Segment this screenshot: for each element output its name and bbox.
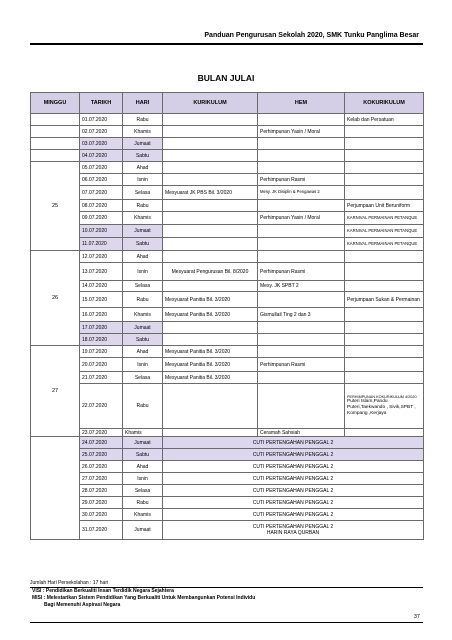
misi-text: MISI : Melestarikan Sistem Pendidikan Yang Berkualiti Untuk Membangunkan Potensi Individu xyxy=(32,595,256,601)
cell-holiday: CUTI PERTENGAHAN PENGGAL 2 xyxy=(163,473,424,485)
cell-tarikh: 14.07.2020 xyxy=(80,281,123,292)
table-row xyxy=(31,251,424,263)
cell-hem xyxy=(258,251,345,263)
page-header xyxy=(30,29,423,45)
cell-kurikulum xyxy=(163,281,258,292)
cell-tarikh: 16.07.2020 xyxy=(80,308,123,322)
cell-tarikh: 01.07.2020 xyxy=(80,114,123,126)
cell-hari: Jumaat xyxy=(123,322,163,334)
holiday-line-1: CUTI PERTENGAHAN PENGGAL 2 xyxy=(252,524,334,530)
cell-kokurikulum: Perjumpaan Unit Beruniform xyxy=(345,200,424,212)
table-row xyxy=(31,162,424,174)
week-number: 25 xyxy=(31,162,80,251)
cell-kurikulum xyxy=(163,138,258,150)
cell-hari: Ahad xyxy=(123,251,163,263)
misi-text-2: Bagi Memenuhi Aspirasi Negara xyxy=(44,602,121,608)
school-days-count: Jumlah Hari Persekolahan : 17 hari xyxy=(30,580,109,586)
table-row xyxy=(31,509,424,521)
schedule-table xyxy=(30,92,424,540)
table-row xyxy=(31,384,424,429)
cell-kurikulum: Mesyuarat Panitia Bil. 3/2020 xyxy=(163,292,258,308)
cell-hari: Jumaat xyxy=(123,521,163,540)
table-row xyxy=(31,126,424,138)
cell-kurikulum xyxy=(163,114,258,126)
cell-kurikulum xyxy=(163,200,258,212)
cell-hari: Sabtu xyxy=(123,150,163,162)
week-number: 27 xyxy=(31,346,80,437)
cell-hem: Perhimpunan Yasin / Moral xyxy=(258,126,345,138)
cell-kokurikulum xyxy=(345,126,424,138)
cell-hari: Jumaat xyxy=(123,437,163,449)
cell-tarikh: 26.07.2020 xyxy=(80,461,123,473)
cell-hem xyxy=(258,238,345,251)
cell-kokurikulum xyxy=(345,358,424,372)
table-row xyxy=(31,461,424,473)
cell-tarikh: 06.07.2020 xyxy=(80,174,123,186)
cell-hem xyxy=(258,372,345,384)
col-hari: HARI xyxy=(123,93,163,114)
cell-tarikh: 25.07.2020 xyxy=(80,449,123,461)
cell-kokurikulum xyxy=(345,174,424,186)
col-kurikulum: KURIKULUM xyxy=(163,93,258,114)
cell-tarikh: 22.07.2020 xyxy=(80,384,123,429)
table-row xyxy=(31,429,424,437)
cell-hari: Rabu xyxy=(123,292,163,308)
cell-kurikulum xyxy=(163,334,258,346)
cell-hem: Perhimpunan Rasmi xyxy=(258,263,345,281)
cell-kurikulum: Mesyuarat Panitia Bil. 3/2020 xyxy=(163,372,258,384)
cell-hem xyxy=(258,162,345,174)
cell-tarikh: 23.07.2020 xyxy=(80,429,123,437)
cell-holiday: CUTI PERTENGAHAN PENGGAL 2 xyxy=(163,497,424,509)
cell-kurikulum xyxy=(163,212,258,225)
table-row xyxy=(31,150,424,162)
cell-hari: Selasa xyxy=(123,372,163,384)
table-row xyxy=(31,225,424,238)
cell-tarikh: 09.07.2020 xyxy=(80,212,123,225)
table-row xyxy=(31,497,424,509)
page-number: 37 xyxy=(413,614,420,620)
cell-holiday: CUTI PERTENGAHAN PENGGAL 2 xyxy=(163,461,424,473)
cell-hem xyxy=(258,346,345,358)
cell-hari: Ahad xyxy=(123,162,163,174)
cell-tarikh: 30.07.2020 xyxy=(80,509,123,521)
table-row xyxy=(31,473,424,485)
cell-hari: Isnin xyxy=(123,473,163,485)
cell-kurikulum xyxy=(163,150,258,162)
cell-kurikulum xyxy=(163,174,258,186)
cell-hari: Ahad xyxy=(123,461,163,473)
cell-kurikulum xyxy=(163,162,258,174)
cell-tarikh: 05.07.2020 xyxy=(80,162,123,174)
cell-kurikulum: Mesyuarat Panitia Bil. 3/2020 xyxy=(163,308,258,322)
cell-hem xyxy=(258,138,345,150)
col-minggu: MINGGU xyxy=(31,93,80,114)
cell-kokurikulum: KARNIVAL PERMAINAN PETANQUE xyxy=(345,238,424,251)
cell-hem: Perhimpunan Rasmi xyxy=(258,358,345,372)
minggu-blank xyxy=(31,126,80,138)
cell-kurikulum xyxy=(163,384,258,429)
cell-hari: Selasa xyxy=(123,485,163,497)
cell-tarikh: 19.07.2020 xyxy=(80,346,123,358)
table-row xyxy=(31,186,424,200)
cell-tarikh: 12.07.2020 xyxy=(80,251,123,263)
cell-kokurikulum xyxy=(345,346,424,358)
cell-tarikh: 24.07.2020 xyxy=(80,437,123,449)
cell-hari: Khamis xyxy=(123,429,163,437)
table-header-row xyxy=(31,93,424,114)
table-row xyxy=(31,263,424,281)
cell-hem: Perhimpunan Yasin / Moral xyxy=(258,212,345,225)
cell-tarikh: 07.07.2020 xyxy=(80,186,123,200)
cell-kurikulum xyxy=(163,322,258,334)
cell-holiday: CUTI PERTENGAHAN PENGGAL 2 xyxy=(163,449,424,461)
cell-hem xyxy=(258,114,345,126)
cell-hem: Ceramah Sahsiah xyxy=(258,429,345,437)
visi-text: VISI : Pendidikan Berkualiti Insan Terdidik Negara Sejahtera xyxy=(32,588,174,594)
cell-tarikh: 29.07.2020 xyxy=(80,497,123,509)
table-row xyxy=(31,322,424,334)
cell-tarikh: 03.07.2020 xyxy=(80,138,123,150)
cell-tarikh: 11.07.2020 xyxy=(80,238,123,251)
cell-hari: Isnin xyxy=(123,263,163,281)
cell-hari: Khamis xyxy=(123,212,163,225)
kok-22-body: Puteri Islam,Pandu Puteri,Taekwando , Sivik,SPBT , Kompang ,Kerjaya xyxy=(347,399,416,417)
table-row xyxy=(31,200,424,212)
table-row xyxy=(31,174,424,186)
cell-holiday: CUTI PERTENGAHAN PENGGAL 2 xyxy=(163,437,424,449)
cell-kokurikulum xyxy=(345,384,424,429)
cell-holiday xyxy=(163,521,424,540)
cell-hari: Rabu xyxy=(123,114,163,126)
cell-hari: Rabu xyxy=(123,384,163,429)
cell-tarikh: 20.07.2020 xyxy=(80,358,123,372)
cell-kokurikulum xyxy=(345,162,424,174)
cell-tarikh: 18.07.2020 xyxy=(80,334,123,346)
cell-tarikh: 02.07.2020 xyxy=(80,126,123,138)
table-row xyxy=(31,114,424,126)
cell-kokurikulum xyxy=(345,150,424,162)
table-row xyxy=(31,238,424,251)
cell-hem xyxy=(258,384,345,429)
cell-kurikulum: Mesyuarat Panitia Bil. 3/2020 xyxy=(163,346,258,358)
cell-tarikh: 04.07.2020 xyxy=(80,150,123,162)
cell-hem: Gismullail Ting 2 dan 3 xyxy=(258,308,345,322)
cell-kurikulum xyxy=(163,429,258,437)
table-row xyxy=(31,437,424,449)
cell-hem: Mesy. JK Disiplin & Pengawas 2 xyxy=(258,186,345,200)
col-kokurikulum: KOKURIKULUM xyxy=(345,93,424,114)
table-row xyxy=(31,346,424,358)
cell-kurikulum: Mesyuarat Pengurusan Bil. 8/2020 xyxy=(163,263,258,281)
cell-kurikulum xyxy=(163,225,258,238)
cell-kokurikulum: Kelab dan Persatuan xyxy=(345,114,424,126)
cell-tarikh: 17.07.2020 xyxy=(80,322,123,334)
cell-tarikh: 21.07.2020 xyxy=(80,372,123,384)
cell-hari: Rabu xyxy=(123,200,163,212)
cell-kokurikulum xyxy=(345,281,424,292)
cell-hari: Selasa xyxy=(123,281,163,292)
cell-kurikulum: Mesyuarat Panitia Bil. 3/2020 xyxy=(163,358,258,372)
cell-hari: Khamis xyxy=(123,126,163,138)
cell-tarikh: 08.07.2020 xyxy=(80,200,123,212)
kok-22-title: PERHIMPUNAN KOKURIKULUM 4/2020 xyxy=(347,394,417,399)
cell-hari: Sabtu xyxy=(123,449,163,461)
table-row xyxy=(31,308,424,322)
cell-kokurikulum: Perjumpaan Sukan & Permainan xyxy=(345,292,424,308)
cell-hari: Jumaat xyxy=(123,138,163,150)
table-row xyxy=(31,521,424,540)
cell-kokurikulum xyxy=(345,263,424,281)
minggu-blank xyxy=(31,138,80,150)
cell-tarikh: 13.07.2020 xyxy=(80,263,123,281)
cell-hari: Khamis xyxy=(123,308,163,322)
cell-holiday: CUTI PERTENGAHAN PENGGAL 2 xyxy=(163,509,424,521)
cell-hari: Isnin xyxy=(123,174,163,186)
minggu-blank xyxy=(31,114,80,126)
cell-kurikulum xyxy=(163,251,258,263)
table-row xyxy=(31,334,424,346)
cell-hari: Khamis xyxy=(123,509,163,521)
col-hem: HEM xyxy=(258,93,345,114)
cell-kokurikulum xyxy=(345,308,424,322)
cell-hem xyxy=(258,322,345,334)
table-row xyxy=(31,292,424,308)
cell-hari: Selasa xyxy=(123,186,163,200)
minggu-blank xyxy=(31,437,80,540)
minggu-blank xyxy=(31,150,80,162)
cell-hari: Isnin xyxy=(123,358,163,372)
holiday-line-2: HARIN RAYA QURBAN xyxy=(266,530,320,536)
cell-hem: Perhimpunan Rasmi xyxy=(258,174,345,186)
cell-kokurikulum xyxy=(345,429,424,437)
cell-kurikulum xyxy=(163,238,258,251)
week-number: 26 xyxy=(31,251,80,346)
cell-hem xyxy=(258,200,345,212)
cell-hem xyxy=(258,150,345,162)
cell-kokurikulum xyxy=(345,322,424,334)
cell-kokurikulum xyxy=(345,251,424,263)
table-row xyxy=(31,485,424,497)
table-row xyxy=(31,281,424,292)
cell-hari: Jumaat xyxy=(123,225,163,238)
cell-kokurikulum xyxy=(345,334,424,346)
cell-hem xyxy=(258,334,345,346)
page-title: BULAN JULAI xyxy=(197,73,255,83)
cell-kokurikulum xyxy=(345,138,424,150)
cell-tarikh: 15.07.2020 xyxy=(80,292,123,308)
cell-hem: Mesy. JK SPBT 2 xyxy=(258,281,345,292)
cell-tarikh: 10.07.2020 xyxy=(80,225,123,238)
cell-kurikulum xyxy=(163,126,258,138)
cell-kokurikulum: KARNIVAL PERMAINAN PETANQUE xyxy=(345,212,424,225)
col-tarikh: TARIKH xyxy=(80,93,123,114)
header-text: Panduan Pengurusan Sekolah 2020, SMK Tunku Panglima Besar xyxy=(204,32,419,39)
table-row xyxy=(31,212,424,225)
cell-kurikulum: Mesyuarat JK PBS Bil. 3/2020 xyxy=(163,186,258,200)
table-row xyxy=(31,138,424,150)
cell-holiday: CUTI PERTENGAHAN PENGGAL 2 xyxy=(163,485,424,497)
cell-hari: Ahad xyxy=(123,346,163,358)
cell-hari: Sabtu xyxy=(123,334,163,346)
cell-tarikh: 27.07.2020 xyxy=(80,473,123,485)
vision-mission xyxy=(30,587,423,623)
cell-kokurikulum xyxy=(345,186,424,200)
table-row xyxy=(31,449,424,461)
cell-hem xyxy=(258,292,345,308)
cell-hari: Sabtu xyxy=(123,238,163,251)
table-row xyxy=(31,358,424,372)
table-row xyxy=(31,372,424,384)
cell-tarikh: 28.07.2020 xyxy=(80,485,123,497)
cell-kokurikulum: KARNIVAL PERMAINAN PETANQUE xyxy=(345,225,424,238)
cell-hem xyxy=(258,225,345,238)
cell-hari: Rabu xyxy=(123,497,163,509)
cell-tarikh: 31.07.2020 xyxy=(80,521,123,540)
cell-kokurikulum xyxy=(345,372,424,384)
